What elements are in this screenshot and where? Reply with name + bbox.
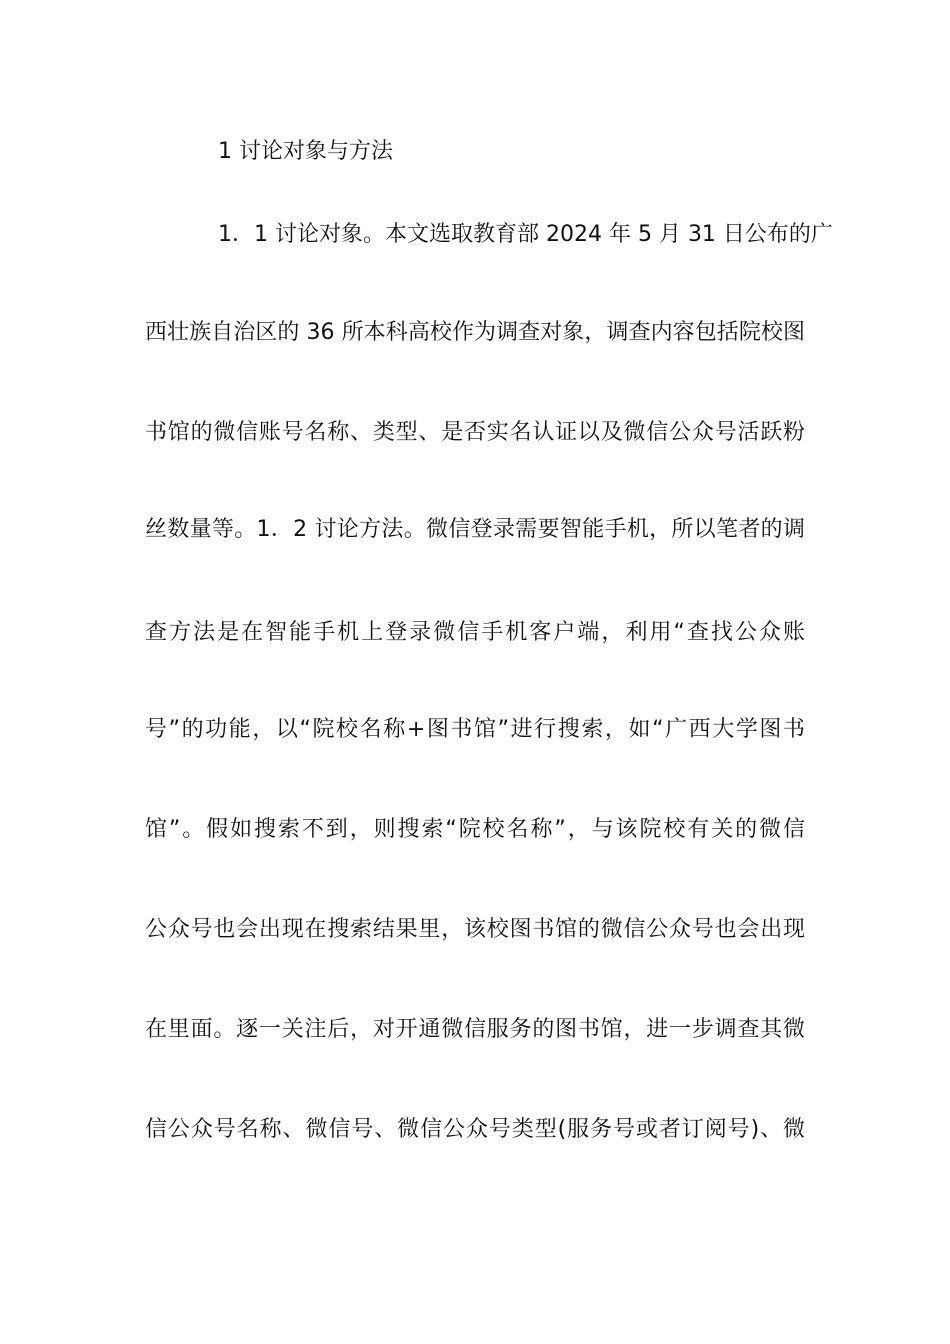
paragraph-line: 丝数量等。1．2 讨论方法。微信登录需要智能手机，所以笔者的调 (145, 517, 805, 542)
paragraph-line: 查方法是在智能手机上登录微信手机客户端，利用“查找公众账 (145, 620, 805, 645)
paragraph-line: 1．1 讨论对象。本文选取教育部 2024 年 5 月 31 日公布的广 (218, 222, 833, 247)
paragraph-line: 馆”。假如搜索不到，则搜索“院校名称”，与该院校有关的微信 (145, 817, 805, 842)
paragraph-line: 信公众号名称、微信号、微信公众号类型(服务号或者订阅号)、微 (145, 1117, 805, 1142)
paragraph-line: 书馆的微信账号名称、类型、是否实名认证以及微信公众号活跃粉 (145, 420, 805, 445)
section-heading: 1 讨论对象与方法 (218, 139, 393, 164)
paragraph-line: 西壮族自治区的 36 所本科高校作为调查对象，调查内容包括院校图 (145, 320, 805, 345)
paragraph-line: 号”的功能，以“院校名称+图书馆”进行搜索，如“广西大学图书 (145, 717, 805, 742)
paragraph-line: 在里面。逐一关注后，对开通微信服务的图书馆，进一步调查其微 (145, 1017, 805, 1042)
paragraph-line: 公众号也会出现在搜索结果里，该校图书馆的微信公众号也会出现 (145, 917, 805, 942)
